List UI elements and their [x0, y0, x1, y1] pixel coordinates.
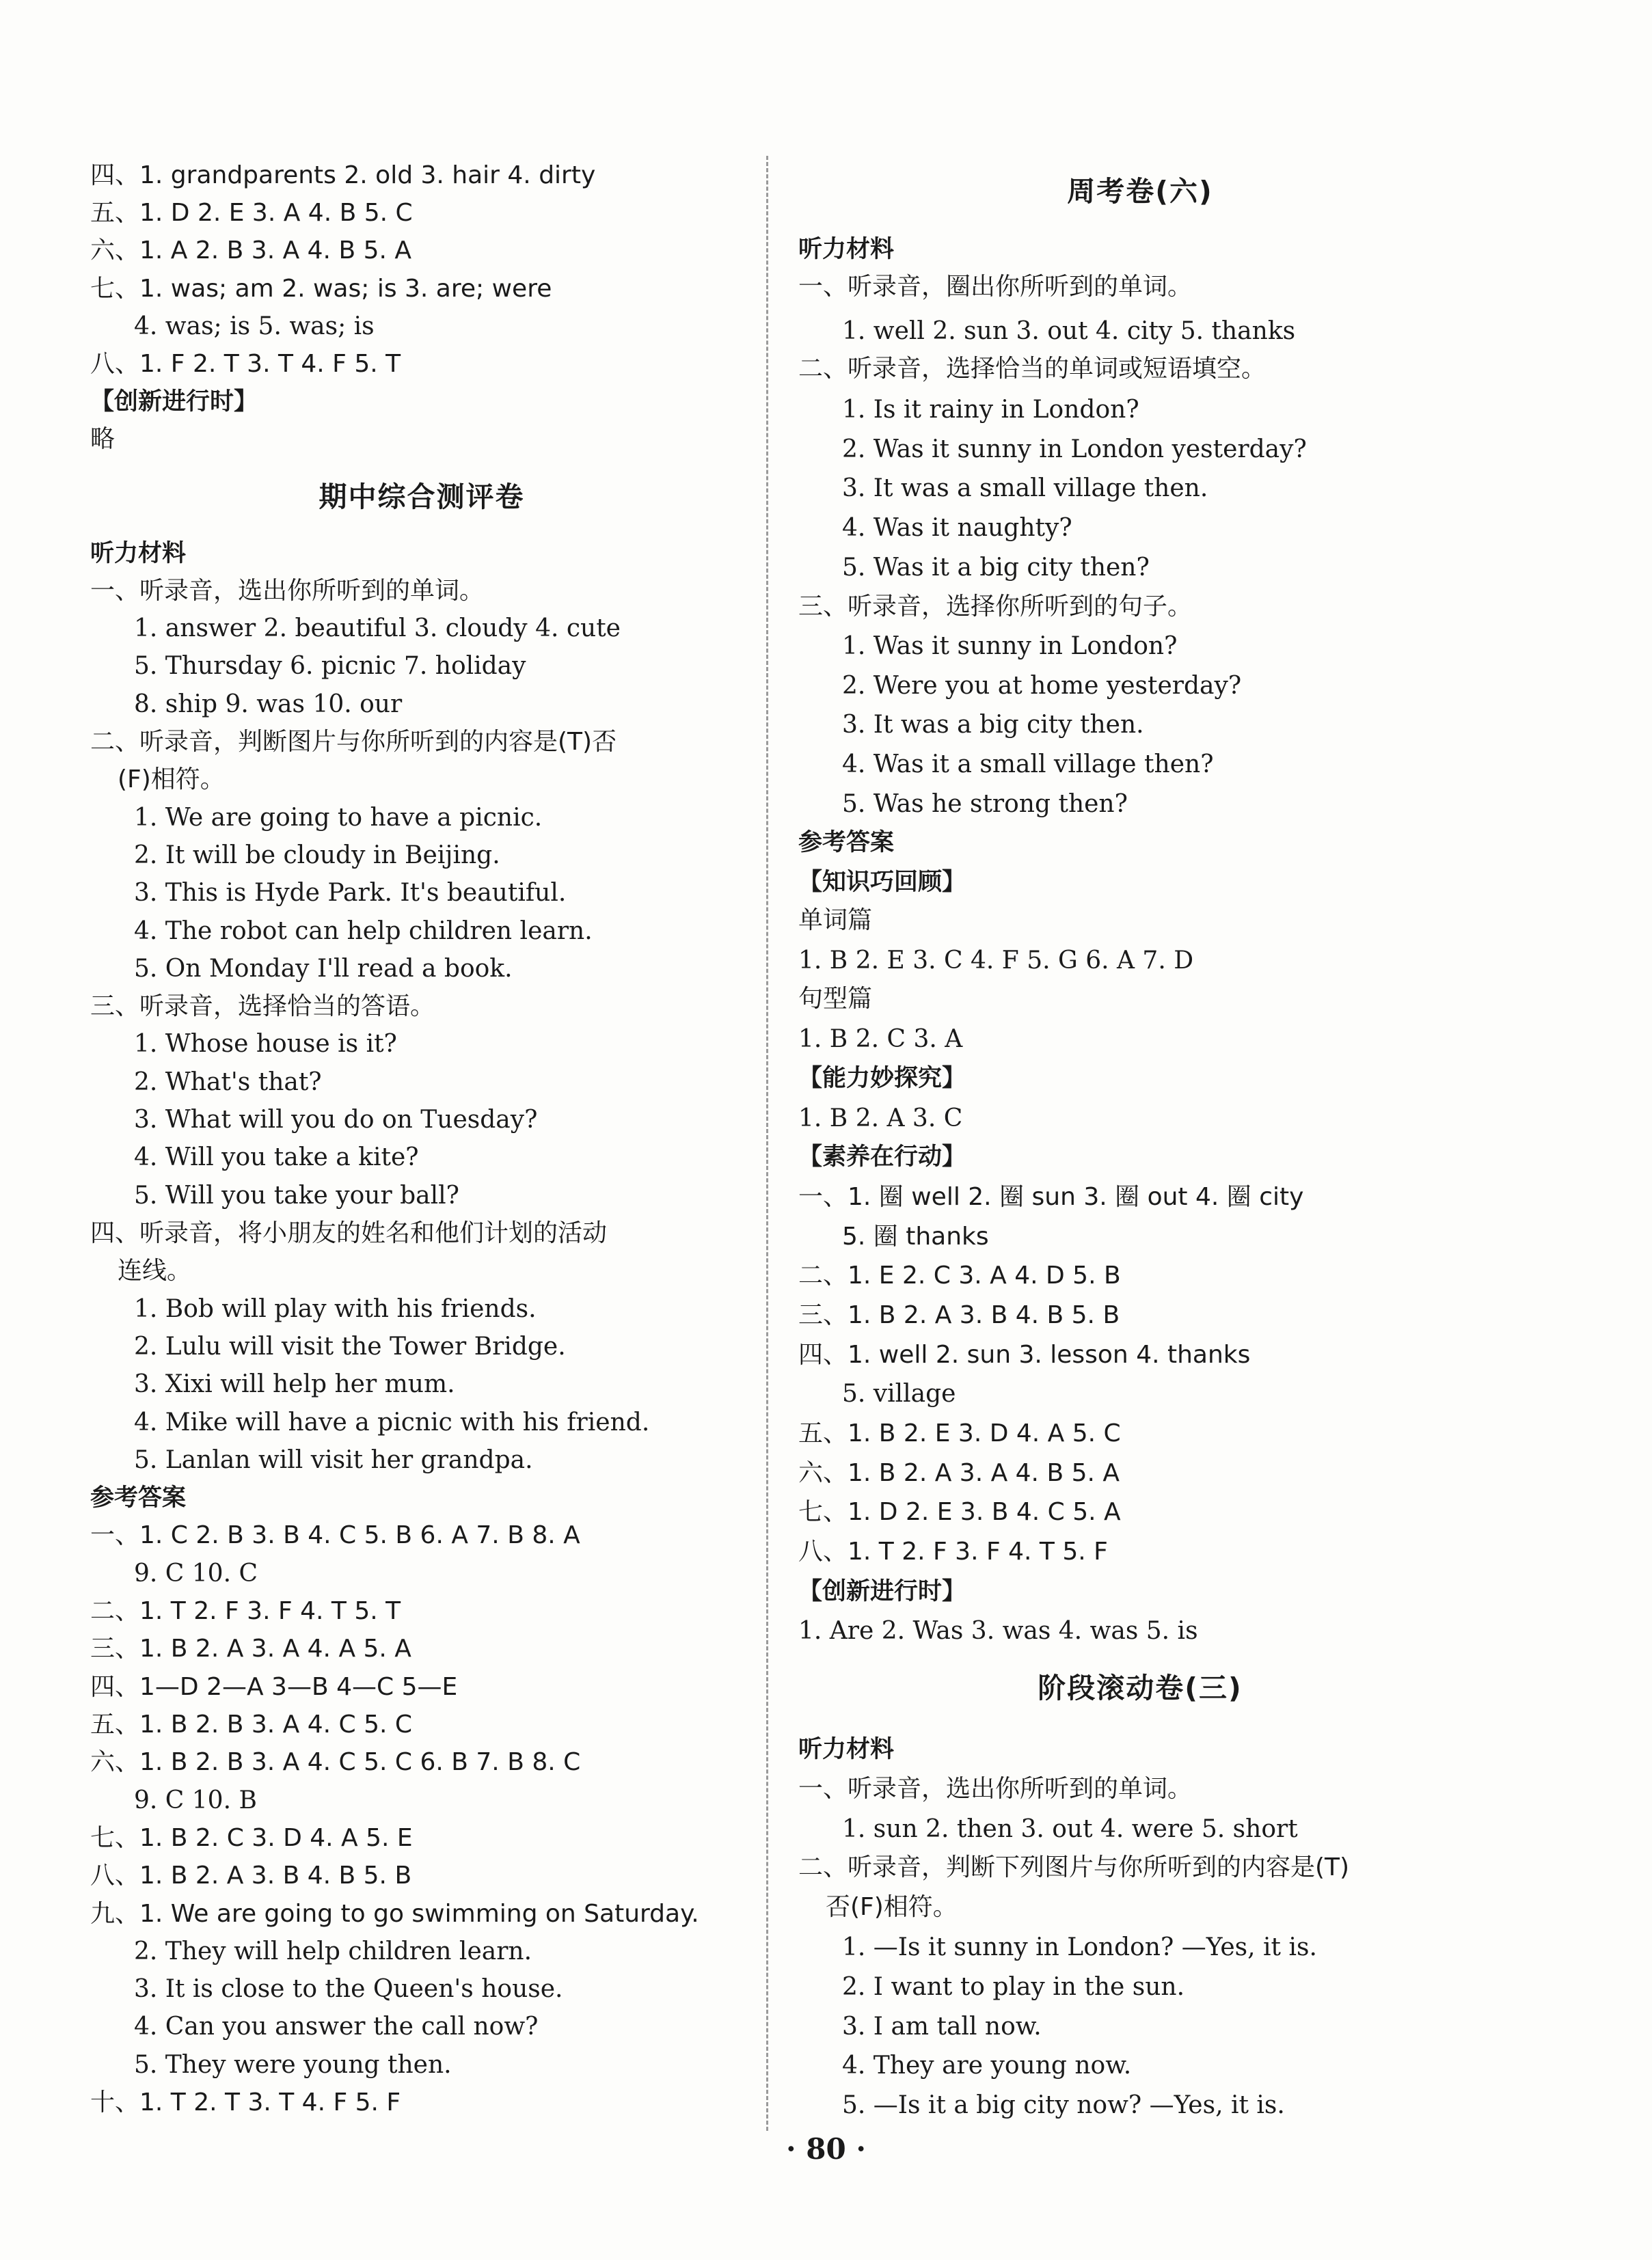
listening-line: 4. Mike will have a picnic with his friend. — [134, 1408, 650, 1437]
answer-line: 三、1. B 2. A 3. A 4. A 5. A — [90, 1635, 411, 1663]
question-heading: 二、听录音，选择恰当的单词或短语填空。 — [798, 355, 1267, 383]
question-heading: 三、听录音，选择你所听到的句子。 — [798, 593, 1193, 621]
answer-line: 二、1. E 2. C 3. A 4. D 5. B — [798, 1262, 1121, 1290]
answer-line: 5. They were young then. — [134, 2051, 452, 2079]
answer-line: 三、1. B 2. A 3. B 4. B 5. B — [798, 1301, 1120, 1329]
answer-line: 六、1. B 2. A 3. A 4. B 5. A — [798, 1459, 1120, 1487]
listening-line: 4. The robot can help children learn. — [134, 917, 593, 945]
answer-line: 5. 圈 thanks — [842, 1223, 989, 1251]
answer-line: 四、1. well 2. sun 3. lesson 4. thanks — [798, 1341, 1251, 1369]
answer-line: 9. C 10. B — [134, 1786, 257, 1814]
listening-line: 2. Were you at home yesterday? — [842, 672, 1242, 700]
listening-line: 3. It was a big city then. — [842, 711, 1144, 739]
listening-line: 2. Was it sunny in London yesterday? — [842, 435, 1307, 463]
listening-line: 1. —Is it sunny in London? —Yes, it is. — [842, 1933, 1317, 1961]
question-heading: 一、听录音，圈出你所听到的单词。 — [798, 273, 1193, 301]
explore-answers: 1. B 2. A 3. C — [798, 1104, 963, 1132]
listening-line: 3. It was a small village then. — [842, 474, 1208, 502]
answer-line: 3. It is close to the Queen's house. — [134, 1975, 563, 2003]
word-answers: 1. B 2. E 3. C 4. F 5. G 6. A 7. D — [798, 947, 1194, 975]
literacy-label: 【素养在行动】 — [798, 1143, 966, 1171]
answer-line: 六、1. A 2. B 3. A 4. B 5. A — [90, 236, 412, 264]
answer-line: 五、1. B 2. B 3. A 4. C 5. C — [90, 1711, 413, 1739]
listening-line: 4. Was it naughty? — [842, 514, 1072, 542]
listening-line: 8. ship 9. was 10. our — [134, 690, 403, 718]
listening-line: 1. Was it sunny in London? — [842, 632, 1178, 660]
answer-line: 五、1. D 2. E 3. A 4. B 5. C — [90, 199, 413, 227]
listening-line: 5. Will you take your ball? — [134, 1182, 459, 1210]
innovation-answers: 1. Are 2. Was 3. was 4. was 5. is — [798, 1617, 1198, 1645]
answer-line: 4. Can you answer the call now? — [134, 2013, 539, 2041]
innovation-text: 略 — [90, 425, 116, 453]
answer-line: 九、1. We are going to go swimming on Saturday. — [90, 1900, 699, 1928]
listening-line: 1. Is it rainy in London? — [842, 396, 1139, 424]
listening-line: 5. Was it a big city then? — [842, 554, 1150, 582]
word-section-label: 单词篇 — [798, 906, 873, 934]
column-divider — [766, 156, 768, 2131]
listening-line: 3. Xixi will help her mum. — [134, 1370, 455, 1398]
listening-line: 3. I am tall now. — [842, 2013, 1042, 2041]
innovation-label: 【创新进行时】 — [90, 388, 258, 416]
listening-label: 听力材料 — [798, 1736, 895, 1763]
question-heading: 二、听录音，判断图片与你所听到的内容是(T)否 — [90, 728, 617, 756]
listening-line: 1. answer 2. beautiful 3. cloudy 4. cute — [134, 614, 621, 642]
listening-line: 1. Bob will play with his friends. — [134, 1295, 537, 1323]
listening-line: 5. —Is it a big city now? —Yes, it is. — [842, 2091, 1285, 2119]
answer-line: 四、1. grandparents 2. old 3. hair 4. dirty — [90, 161, 596, 189]
innovation-label: 【创新进行时】 — [798, 1578, 966, 1605]
question-heading: 四、听录音，将小朋友的姓名和他们计划的活动 — [90, 1219, 608, 1247]
question-heading: 一、听录音，选出你所听到的单词。 — [90, 577, 485, 605]
sentence-section-label: 句型篇 — [798, 985, 873, 1013]
answer-line: 五、1. B 2. E 3. D 4. A 5. C — [798, 1419, 1121, 1447]
answer-line: 4. was; is 5. was; is — [134, 312, 375, 340]
listening-line: 3. This is Hyde Park. It's beautiful. — [134, 879, 567, 907]
answer-line: 5. village — [842, 1380, 956, 1408]
question-heading: (F)相符。 — [118, 765, 225, 793]
listening-line: 4. They are young now. — [842, 2052, 1132, 2080]
listening-line: 5. On Monday I'll read a book. — [134, 955, 513, 983]
answer-line: 9. C 10. C — [134, 1560, 258, 1588]
weekly-test-title: 周考卷(六) — [1067, 175, 1213, 208]
listening-line: 4. Will you take a kite? — [134, 1143, 419, 1171]
listening-line: 5. Was he strong then? — [842, 790, 1128, 818]
explore-label: 【能力妙探究】 — [798, 1065, 966, 1092]
listening-line: 5. Thursday 6. picnic 7. holiday — [134, 652, 526, 680]
answer-line: 四、1—D 2—A 3—B 4—C 5—E — [90, 1673, 458, 1701]
listening-line: 2. It will be cloudy in Beijing. — [134, 841, 500, 869]
question-heading: 否(F)相符。 — [826, 1893, 958, 1921]
answer-line: 八、1. F 2. T 3. T 4. F 5. T — [90, 350, 401, 378]
page-number: · 80 · — [786, 2132, 866, 2166]
answer-line: 八、1. T 2. F 3. F 4. T 5. F — [798, 1538, 1108, 1566]
question-heading: 一、听录音，选出你所听到的单词。 — [798, 1775, 1193, 1803]
listening-line: 2. What's that? — [134, 1068, 322, 1096]
answer-line: 一、1. 圈 well 2. 圈 sun 3. 圈 out 4. 圈 city — [798, 1183, 1304, 1211]
listening-line: 4. Was it a small village then? — [842, 750, 1214, 778]
review-label: 【知识巧回顾】 — [798, 869, 966, 896]
listening-line: 3. What will you do on Tuesday? — [134, 1106, 538, 1134]
answer-line: 六、1. B 2. B 3. A 4. C 5. C 6. B 7. B 8. C — [90, 1748, 581, 1776]
question-heading: 三、听录音，选择恰当的答语。 — [90, 992, 435, 1020]
answer-line: 七、1. was; am 2. was; is 3. are; were — [90, 275, 552, 303]
answer-line: 七、1. B 2. C 3. D 4. A 5. E — [90, 1824, 413, 1852]
answer-line: 2. They will help children learn. — [134, 1937, 532, 1965]
question-heading: 连线。 — [118, 1257, 192, 1285]
listening-line: 1. We are going to have a picnic. — [134, 804, 543, 832]
question-heading: 二、听录音，判断下列图片与你所听到的内容是(T) — [798, 1853, 1350, 1881]
answers-label: 参考答案 — [798, 829, 895, 856]
listening-line: 2. I want to play in the sun. — [842, 1973, 1185, 2001]
answer-line: 七、1. D 2. E 3. B 4. C 5. A — [798, 1498, 1121, 1526]
answers-label: 参考答案 — [90, 1484, 187, 1512]
answer-line: 一、1. C 2. B 3. B 4. C 5. B 6. A 7. B 8. A — [90, 1521, 580, 1549]
listening-label: 听力材料 — [90, 540, 187, 567]
listening-line: 1. Whose house is it? — [134, 1030, 397, 1058]
answer-line: 十、1. T 2. T 3. T 4. F 5. F — [90, 2088, 401, 2116]
listening-line: 5. Lanlan will visit her grandpa. — [134, 1446, 533, 1474]
midterm-title: 期中综合测评卷 — [319, 480, 525, 513]
stage-test-title: 阶段滚动卷(三) — [1038, 1672, 1243, 1704]
listening-line: 1. sun 2. then 3. out 4. were 5. short — [842, 1815, 1298, 1843]
answer-line: 二、1. T 2. F 3. F 4. T 5. T — [90, 1597, 401, 1625]
listening-label: 听力材料 — [798, 236, 895, 263]
answer-line: 八、1. B 2. A 3. B 4. B 5. B — [90, 1862, 412, 1890]
listening-line: 2. Lulu will visit the Tower Bridge. — [134, 1333, 566, 1361]
listening-line: 1. well 2. sun 3. out 4. city 5. thanks — [842, 317, 1296, 345]
sentence-answers: 1. B 2. C 3. A — [798, 1025, 963, 1053]
